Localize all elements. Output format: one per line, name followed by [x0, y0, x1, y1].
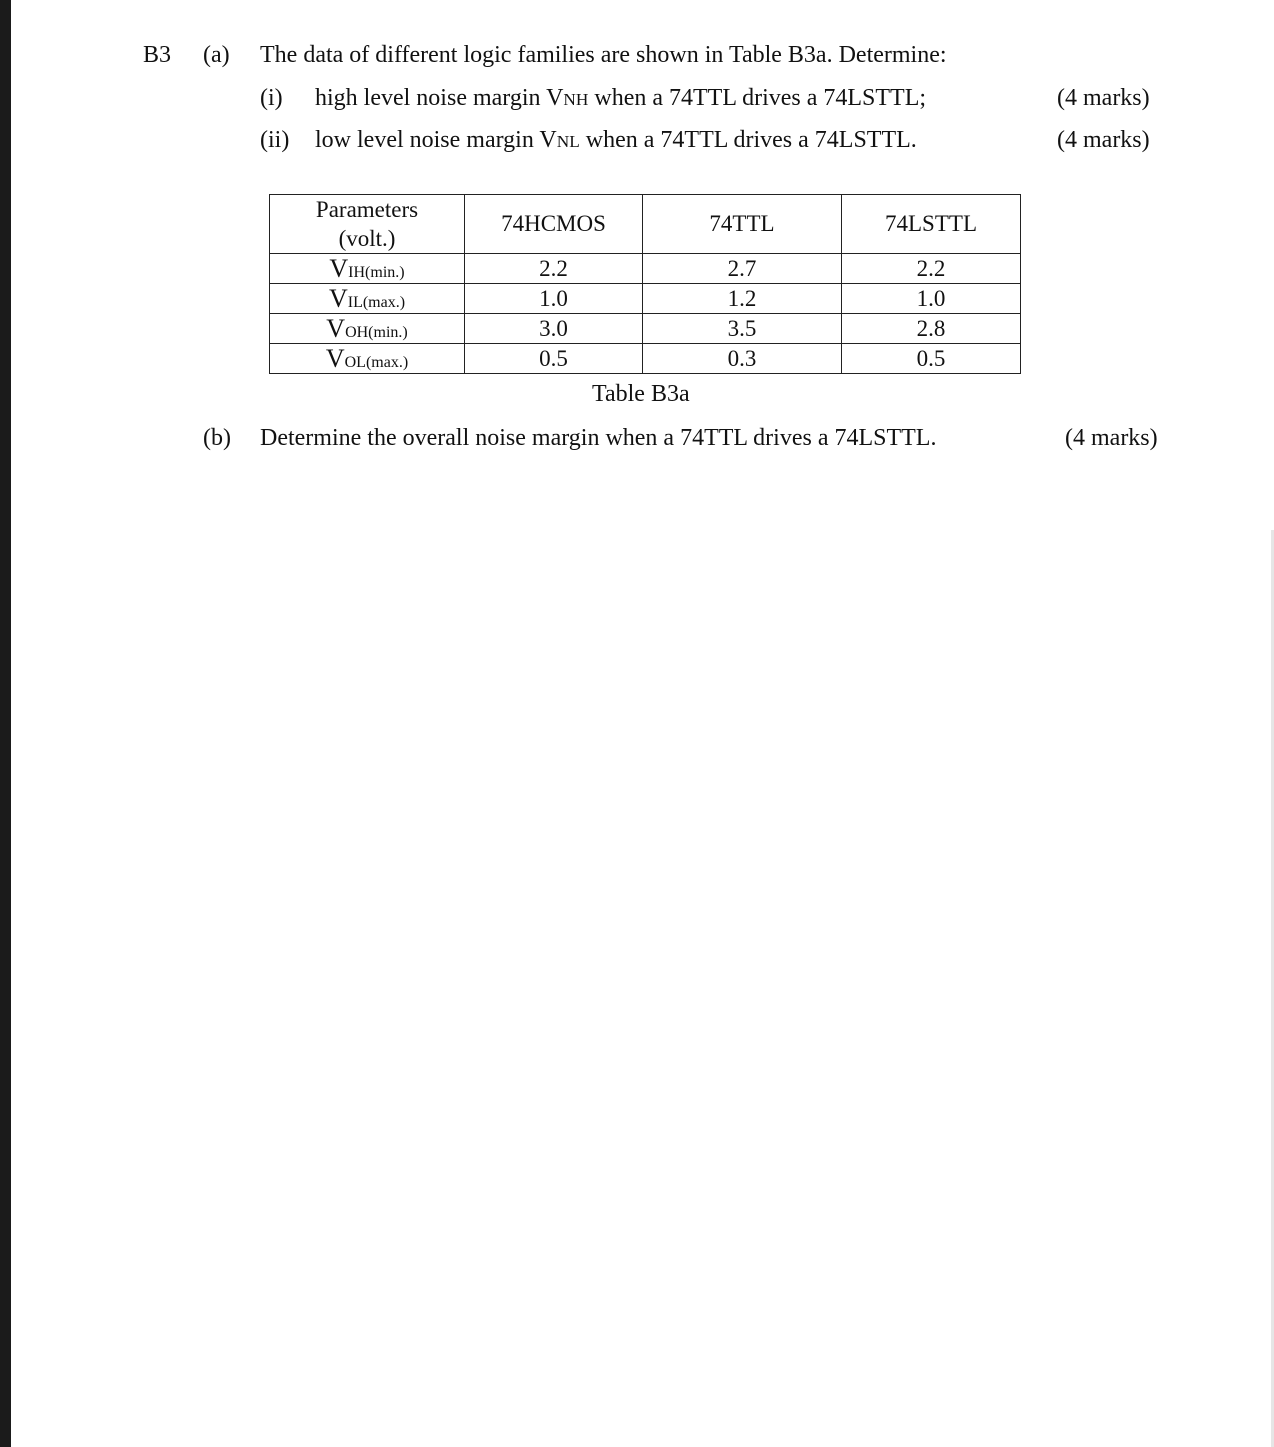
- item-i-subscript: NH: [563, 90, 589, 109]
- part-b-label: (b): [203, 425, 231, 451]
- item-ii-text: [315, 128, 917, 152]
- header-74ttl: 74TTL: [643, 195, 842, 254]
- question-number: B3: [143, 42, 172, 68]
- part-b-text: Determine the overall noise margin when a 74TTL drives a 74LSTTL.: [260, 425, 937, 451]
- part-a-label: (a): [203, 42, 230, 68]
- table-row: [270, 254, 1021, 284]
- table-row: [270, 314, 1021, 344]
- item-ii-text-before: low level noise margin V: [315, 127, 557, 153]
- param-voh-min: [270, 314, 465, 344]
- page-left-border: [0, 0, 11, 1447]
- item-ii-text-after: when a 74TTL drives a 74LSTTL.: [579, 127, 917, 153]
- item-i-marks: (4 marks): [1057, 85, 1150, 111]
- param-symbol: V: [329, 253, 349, 283]
- param-symbol: V: [328, 283, 348, 313]
- table-cell: 2.8: [842, 314, 1021, 344]
- table-caption: Table B3a: [592, 381, 690, 407]
- table-cell: 1.2: [643, 284, 842, 314]
- param-subscript: OL(max.): [344, 353, 409, 371]
- table-cell: 1.0: [465, 284, 643, 314]
- table-header-row: [270, 195, 1021, 254]
- table-cell: 2.2: [465, 254, 643, 284]
- item-ii-subscript: NL: [556, 132, 580, 151]
- param-symbol: V: [326, 313, 346, 343]
- item-i-text-before: high level noise margin V: [315, 85, 564, 111]
- header-74lsttl: 74LSTTL: [842, 195, 1021, 254]
- param-vih-min: [270, 254, 465, 284]
- table-cell: 2.2: [842, 254, 1021, 284]
- header-74hcmos: 74HCMOS: [465, 195, 643, 254]
- table-cell: 3.5: [643, 314, 842, 344]
- item-ii-label: (ii): [260, 127, 290, 153]
- header-parameters-line2: (volt.): [338, 226, 396, 251]
- param-subscript: IH(min.): [348, 263, 405, 281]
- table-row: [270, 344, 1021, 374]
- param-vol-max: [270, 344, 465, 374]
- table-cell: 2.7: [643, 254, 842, 284]
- item-i-label: (i): [260, 85, 283, 111]
- param-subscript: IL(max.): [347, 293, 406, 311]
- item-i-text: [315, 86, 926, 110]
- table-cell: 1.0: [842, 284, 1021, 314]
- logic-families-table: [269, 194, 1021, 374]
- param-symbol: V: [325, 343, 345, 373]
- param-vil-max: [270, 284, 465, 314]
- header-parameters-line1: Parameters: [315, 197, 419, 222]
- part-b-marks: (4 marks): [1065, 425, 1158, 451]
- table-cell: 3.0: [465, 314, 643, 344]
- item-ii-marks: (4 marks): [1057, 127, 1150, 153]
- item-i-text-after: when a 74TTL drives a 74LSTTL;: [588, 85, 927, 111]
- param-subscript: OH(min.): [345, 323, 408, 341]
- table-row: [270, 284, 1021, 314]
- table-cell: 0.5: [465, 344, 643, 374]
- header-parameters: [270, 195, 465, 254]
- part-a-text: The data of different logic families are shown in Table B3a. Determine:: [260, 42, 947, 68]
- table-cell: 0.5: [842, 344, 1021, 374]
- table-cell: 0.3: [643, 344, 842, 374]
